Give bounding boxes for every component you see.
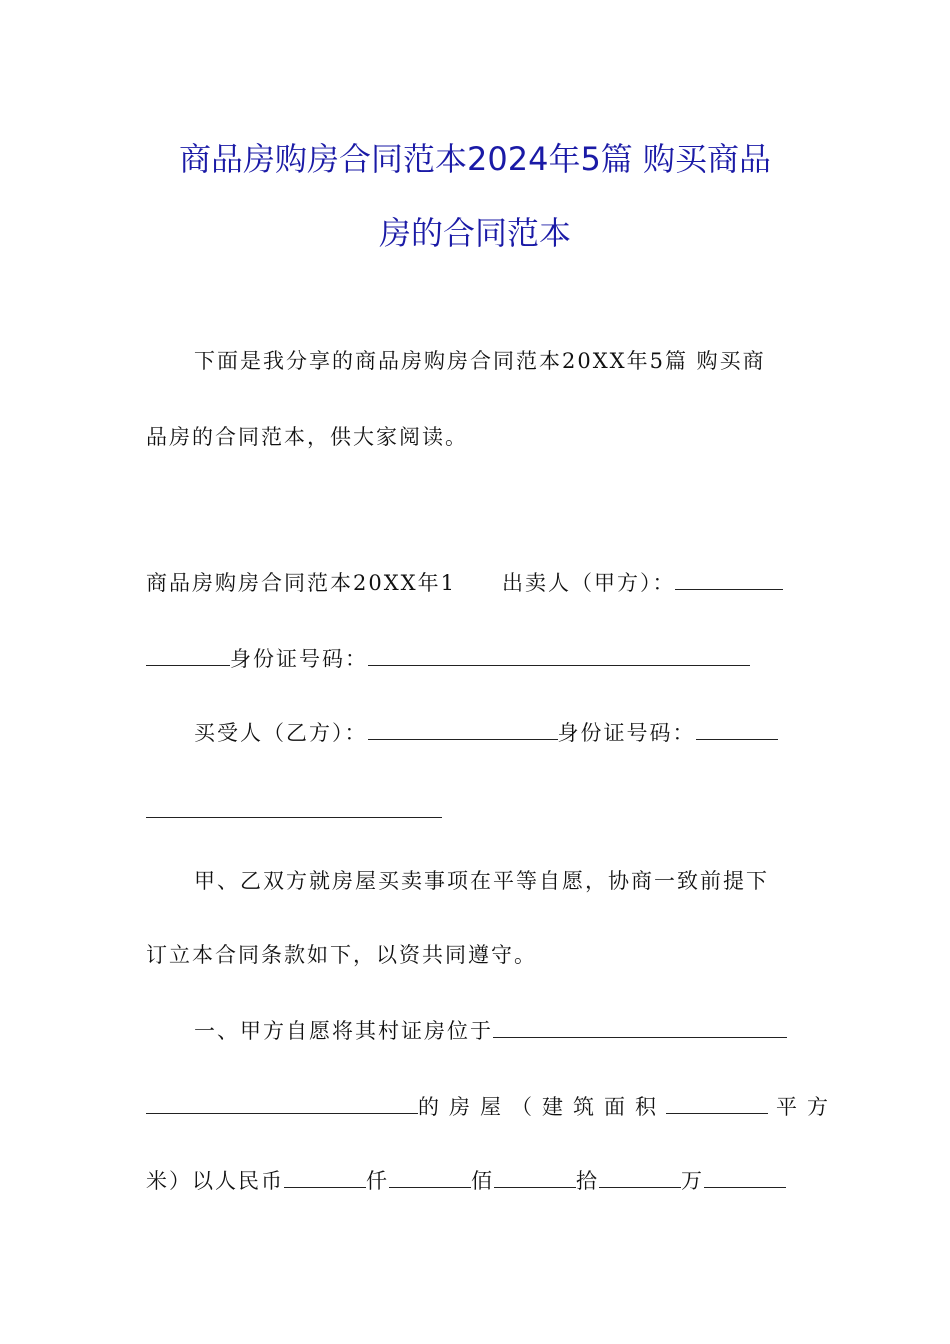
- price-qian-blank: [284, 1167, 366, 1188]
- buyer-label: 买受人（乙方）：: [194, 721, 368, 745]
- buyer-id-blank: [696, 719, 778, 740]
- clause-1-line-3: [146, 1166, 786, 1196]
- seller-id-line: [146, 644, 750, 674]
- house-location-blank-continued: [146, 1093, 418, 1114]
- unit-shi: 拾: [576, 1169, 599, 1193]
- buyer-id-line-continued: [146, 796, 442, 826]
- document-title-line-2: 房的合同范本: [378, 214, 571, 252]
- buyer-line: [194, 718, 778, 748]
- seller-name-blank-continued: [146, 645, 230, 666]
- price-shi-blank: [494, 1167, 576, 1188]
- intro-paragraph-line-2: 品房的合同范本，供大家阅读。: [146, 425, 468, 449]
- house-area-blank: [666, 1093, 768, 1114]
- seller-name-blank: [675, 569, 783, 590]
- seller-id-blank: [368, 645, 750, 666]
- square-meter-label: 平方: [776, 1095, 838, 1119]
- agreement-paragraph-line-1: 甲、乙双方就房屋买卖事项在平等自愿，协商一致前提下: [194, 869, 769, 893]
- house-area-label: 的房屋（建筑面积: [418, 1095, 666, 1119]
- seller-line: [146, 568, 783, 598]
- seller-id-label: 身份证号码：: [230, 647, 368, 671]
- unit-wan: 万: [681, 1169, 704, 1193]
- agreement-paragraph-line-2: 订立本合同条款如下，以资共同遵守。: [146, 943, 537, 967]
- price-bai-blank: [389, 1167, 471, 1188]
- buyer-name-blank: [368, 719, 558, 740]
- price-wan-blank: [599, 1167, 681, 1188]
- intro-paragraph-line-1: 下面是我分享的商品房购房合同范本20XX年5篇 购买商: [194, 349, 766, 373]
- house-location-blank: [493, 1017, 787, 1038]
- clause-1-text: 一、甲方自愿将其村证房位于: [194, 1019, 493, 1043]
- buyer-id-blank-continued: [146, 797, 442, 818]
- section-heading: 商品房购房合同范本20XX年1: [146, 571, 456, 595]
- clause-1-line-1: [194, 1016, 787, 1046]
- buyer-id-label: 身份证号码：: [557, 721, 696, 745]
- seller-label: 出卖人（甲方）：: [501, 571, 676, 595]
- price-label: 米）以人民币: [146, 1169, 284, 1193]
- unit-qian: 仟: [366, 1169, 389, 1193]
- clause-1-line-2: [146, 1092, 838, 1122]
- unit-bai: 佰: [471, 1169, 494, 1193]
- document-title-line-1: 商品房购房合同范本2024年5篇 购买商品: [179, 140, 771, 178]
- price-tail-blank: [704, 1167, 786, 1188]
